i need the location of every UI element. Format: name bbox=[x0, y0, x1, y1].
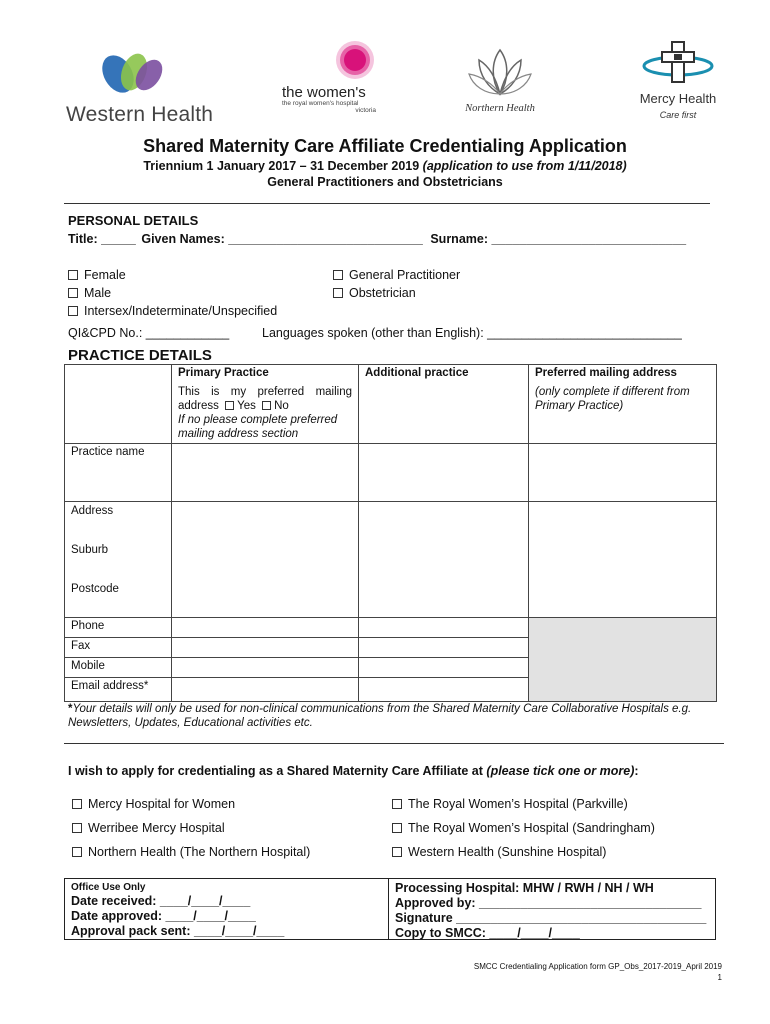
fax-label: Fax bbox=[65, 638, 172, 658]
mercy-cross-icon bbox=[628, 38, 728, 86]
checkbox-icon[interactable] bbox=[72, 823, 82, 833]
mailing-address-input[interactable] bbox=[529, 502, 717, 618]
additional-email-input[interactable] bbox=[359, 678, 529, 702]
additional-practice-label: Additional practice bbox=[365, 367, 469, 379]
hospital-list-right bbox=[392, 792, 655, 864]
primary-address-input[interactable] bbox=[172, 502, 359, 618]
northern-health-logo bbox=[455, 44, 545, 120]
mailing-address-header bbox=[529, 365, 717, 444]
title-field[interactable]: Title: _____ bbox=[68, 232, 136, 246]
address-labels-cell bbox=[65, 502, 172, 618]
mailing-address-label: Preferred mailing address bbox=[535, 367, 677, 379]
gender-option-female[interactable]: Female bbox=[68, 266, 277, 284]
name-row bbox=[68, 232, 686, 246]
additional-practice-name-input[interactable] bbox=[359, 444, 529, 502]
primary-practice-label: Primary Practice bbox=[178, 367, 269, 379]
gender-option-male[interactable]: Male bbox=[68, 284, 277, 302]
checkbox-icon[interactable] bbox=[225, 401, 234, 410]
checkbox-icon[interactable] bbox=[333, 288, 343, 298]
triennium-line bbox=[0, 159, 770, 173]
womens-region: victoria bbox=[355, 107, 376, 114]
hospital-option-mercy[interactable]: Mercy Hospital for Women bbox=[72, 792, 310, 816]
checkbox-icon[interactable] bbox=[392, 799, 402, 809]
western-health-leaf-icon bbox=[66, 52, 216, 96]
practice-name-label: Practice name bbox=[65, 444, 172, 502]
primary-fax-input[interactable] bbox=[172, 638, 359, 658]
practice-footnote: *Your details will only be used for non-clinical communications from the Shared Maternity Care Collaborative Hospitals e.g. Newsletters, Updates, Educational activities etc. bbox=[68, 703, 692, 729]
personal-details-heading: PERSONAL DETAILS bbox=[68, 213, 199, 228]
practice-details-heading: PRACTICE DETAILS bbox=[68, 347, 212, 364]
mailing-contact-disabled bbox=[529, 618, 717, 702]
mercy-health-wordmark: Mercy Health bbox=[639, 91, 717, 106]
date-approved-field[interactable]: Date approved: ____/____/____ bbox=[71, 909, 256, 923]
processing-hospital-field[interactable]: Processing Hospital: MHW / RWH / NH / WH bbox=[395, 881, 654, 895]
mercy-health-tagline: Care first bbox=[659, 110, 697, 120]
hospital-option-rwh-sandringham[interactable]: The Royal Women’s Hospital (Sandringham) bbox=[392, 816, 655, 840]
primary-practice-header bbox=[172, 365, 359, 444]
triennium-note: (application to use from 1/11/2018) bbox=[422, 159, 627, 173]
additional-mobile-input[interactable] bbox=[359, 658, 529, 678]
hospital-option-werribee[interactable]: Werribee Mercy Hospital bbox=[72, 816, 310, 840]
triennium-text: Triennium 1 January 2017 – 31 December 2019 bbox=[143, 159, 420, 173]
northern-health-wordmark: Northern Health bbox=[465, 103, 535, 114]
mailing-practice-name-input[interactable] bbox=[529, 444, 717, 502]
apply-heading: I wish to apply for credentialing as a Shared Maternity Care Affiliate at (please tick one or more): bbox=[68, 764, 639, 778]
checkbox-icon[interactable] bbox=[392, 823, 402, 833]
checkbox-icon[interactable] bbox=[72, 847, 82, 857]
primary-phone-input[interactable] bbox=[172, 618, 359, 638]
office-use-right bbox=[389, 879, 715, 939]
page-number: 1 bbox=[717, 973, 722, 982]
form-reference: SMCC Credentialing Application form GP_Obs_2017-2019_April 2019 bbox=[473, 962, 722, 971]
apply-divider bbox=[64, 743, 724, 744]
date-received-field[interactable]: Date received: ____/____/____ bbox=[71, 894, 251, 908]
email-label: Email address* bbox=[65, 678, 172, 702]
western-health-logo bbox=[66, 52, 216, 124]
role-options bbox=[333, 266, 460, 302]
womens-title: the women's bbox=[282, 84, 366, 101]
additional-fax-input[interactable] bbox=[359, 638, 529, 658]
role-option-obstetrician[interactable]: Obstetrician bbox=[333, 284, 460, 302]
gender-option-intersex[interactable]: Intersex/Indeterminate/Unspecified bbox=[68, 302, 277, 320]
header-divider bbox=[64, 203, 710, 204]
languages-field[interactable]: Languages spoken (other than English): ____________________________ bbox=[262, 326, 682, 340]
approval-pack-field[interactable]: Approval pack sent: ____/____/____ bbox=[71, 924, 285, 938]
primary-practice-name-input[interactable] bbox=[172, 444, 359, 502]
approved-by-field[interactable]: Approved by: ________________________________ bbox=[395, 896, 702, 910]
preferred-question: This is my preferred mailing address Yes No bbox=[178, 386, 352, 412]
mobile-label: Mobile bbox=[65, 658, 172, 678]
primary-mobile-input[interactable] bbox=[172, 658, 359, 678]
hospital-option-western[interactable]: Western Health (Sunshine Hospital) bbox=[392, 840, 655, 864]
audience-line: General Practitioners and Obstetricians bbox=[267, 175, 503, 189]
surname-field[interactable]: Surname: ____________________________ bbox=[430, 232, 687, 246]
northern-health-lotus-icon bbox=[455, 44, 545, 100]
checkbox-icon[interactable] bbox=[72, 799, 82, 809]
practice-details-table bbox=[64, 364, 717, 702]
copy-smcc-field[interactable]: Copy to SMCC: ____/____/____ bbox=[395, 926, 580, 940]
primary-email-input[interactable] bbox=[172, 678, 359, 702]
checkbox-icon[interactable] bbox=[68, 270, 78, 280]
signature-field[interactable]: Signature ____________________________________ bbox=[395, 911, 707, 925]
address-label: Address bbox=[71, 505, 114, 517]
office-use-left bbox=[65, 879, 389, 939]
checkbox-icon[interactable] bbox=[262, 401, 271, 410]
checkbox-icon[interactable] bbox=[68, 306, 78, 316]
western-health-wordmark: Western Health bbox=[66, 103, 214, 126]
mailing-note: (only complete if different from Primary Practice) bbox=[535, 386, 690, 412]
suburb-label: Suburb bbox=[71, 544, 109, 556]
hospital-list-left bbox=[72, 792, 310, 864]
qi-cpd-field[interactable]: QI&CPD No.: ____________ bbox=[68, 326, 230, 340]
gender-options bbox=[68, 266, 277, 320]
blank-header-cell bbox=[65, 365, 172, 444]
phone-label: Phone bbox=[65, 618, 172, 638]
additional-address-input[interactable] bbox=[359, 502, 529, 618]
additional-practice-header bbox=[359, 365, 529, 444]
womens-logo bbox=[280, 38, 390, 120]
checkbox-icon[interactable] bbox=[68, 288, 78, 298]
page-title: Shared Maternity Care Affiliate Credentialing Application bbox=[143, 136, 627, 156]
given-names-field[interactable]: Given Names: ____________________________ bbox=[141, 232, 423, 246]
hospital-option-northern[interactable]: Northern Health (The Northern Hospital) bbox=[72, 840, 310, 864]
checkbox-icon[interactable] bbox=[392, 847, 402, 857]
role-option-gp[interactable]: General Practitioner bbox=[333, 266, 460, 284]
office-use-heading: Office Use Only bbox=[71, 882, 146, 893]
additional-phone-input[interactable] bbox=[359, 618, 529, 638]
postcode-label: Postcode bbox=[71, 583, 119, 595]
hospital-option-rwh-parkville[interactable]: The Royal Women’s Hospital (Parkville) bbox=[392, 792, 655, 816]
office-use-box bbox=[64, 878, 716, 940]
womens-subtitle: the royal women's hospital bbox=[282, 100, 359, 107]
mercy-health-logo bbox=[628, 38, 728, 124]
preferred-note: If no please complete preferred mailing address section bbox=[178, 414, 338, 440]
womens-flower-icon bbox=[280, 38, 390, 82]
checkbox-icon[interactable] bbox=[333, 270, 343, 280]
